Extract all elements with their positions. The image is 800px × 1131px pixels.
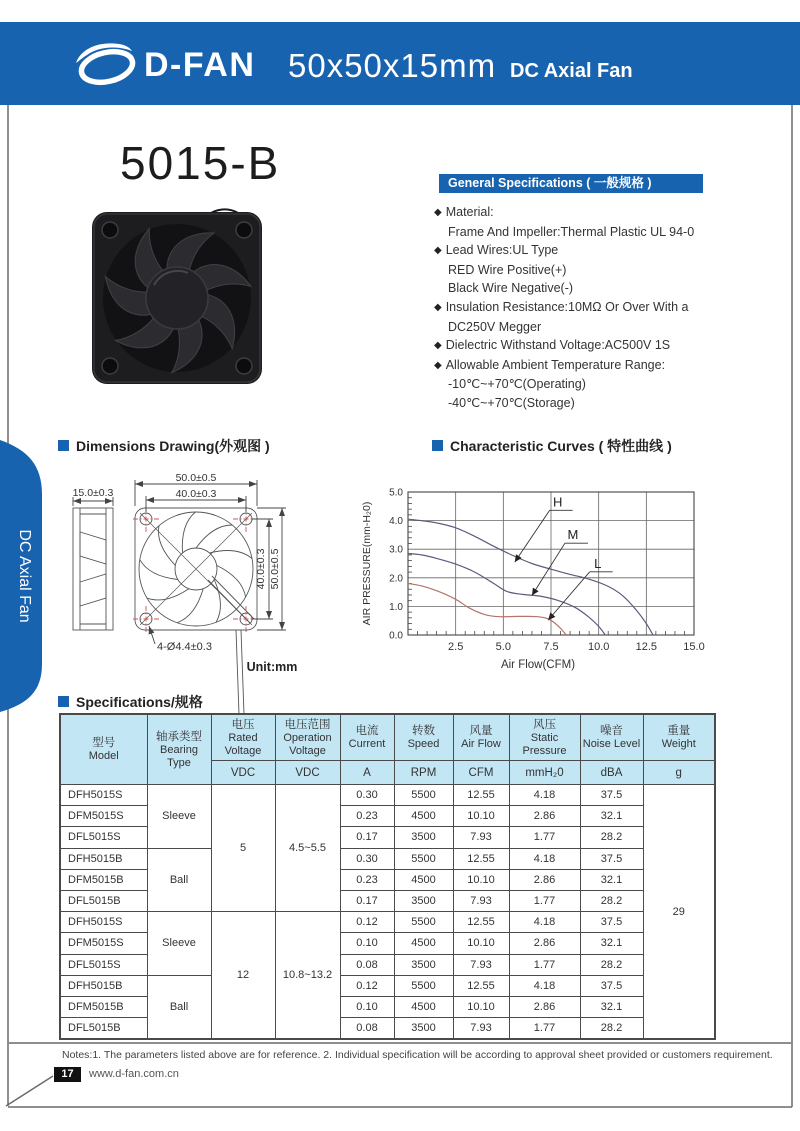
spec-cell: 12.55 xyxy=(453,975,509,996)
diamond-bullet-icon: ◆ xyxy=(434,359,442,371)
x-tick-label: 5.0 xyxy=(495,641,511,653)
side-tab xyxy=(0,438,46,716)
x-tick-label: 15.0 xyxy=(683,641,705,653)
spec-cell: 32.1 xyxy=(580,933,643,954)
col-header: 电压范围 Operation Voltage xyxy=(275,714,340,761)
spec-cell: 4.18 xyxy=(509,848,580,869)
model-cell: DFL5015S xyxy=(60,827,147,848)
spec-item: ◆ Allowable Ambient Temperature Range: xyxy=(434,357,666,372)
spec-cell: 28.2 xyxy=(580,890,643,911)
model-cell: DFM5015B xyxy=(60,869,147,890)
dfan-logo-icon xyxy=(74,41,138,87)
spec-cell: 2.86 xyxy=(509,996,580,1017)
spec-cell: 10.10 xyxy=(453,933,509,954)
col-unit: A xyxy=(340,761,394,785)
spec-cell: 0.10 xyxy=(340,996,394,1017)
curve-H xyxy=(408,519,653,635)
spec-cell: 12.55 xyxy=(453,848,509,869)
col-header: 转数 Speed xyxy=(394,714,453,761)
general-specs-title-bar: General Specifications ( 一般规格 ) xyxy=(439,174,703,193)
spec-item-continuation: Black Wire Negative(-) xyxy=(448,281,574,296)
model-title: 5015-B xyxy=(120,137,281,189)
notes-text: Notes:1. The parameters listed above are for reference. 2. Individual specification will be according to approval sheet provided or customers requirement. xyxy=(62,1049,773,1061)
col-header: 风压 Static Pressure xyxy=(509,714,580,761)
spec-cell: 4500 xyxy=(394,933,453,954)
spec-cell: 28.2 xyxy=(580,1018,643,1040)
spec-cell: 10.10 xyxy=(453,806,509,827)
spec-cell: 7.93 xyxy=(453,890,509,911)
spec-item: ◆ Material: xyxy=(434,205,494,219)
table-row xyxy=(60,848,715,869)
specifications-table xyxy=(59,713,715,1040)
spec-cell: 10.10 xyxy=(453,996,509,1017)
fan-size-title: 50x50x15mm xyxy=(288,47,497,84)
y-tick-label: 5.0 xyxy=(389,487,403,499)
spec-item-continuation: DC250V Megger xyxy=(448,319,542,334)
spec-item: ◆ Dielectric Withstand Voltage:AC500V 1S xyxy=(434,338,671,353)
col-header: 风量 Air Flow xyxy=(453,714,509,761)
spec-cell: 4500 xyxy=(394,869,453,890)
dim-outer-height: 50.0±0.5 xyxy=(269,548,281,590)
specifications-section-header: Specifications/规格 xyxy=(58,692,203,712)
x-tick-label: 2.5 xyxy=(448,641,464,653)
table-row xyxy=(60,912,715,933)
spec-cell: 12.55 xyxy=(453,912,509,933)
col-unit: g xyxy=(643,761,715,785)
rated-voltage-cell: 5 xyxy=(211,785,275,912)
dim-hole-pitch-h: 40.0±0.3 xyxy=(175,488,217,500)
table-row xyxy=(60,975,715,996)
y-axis-title: AIR PRESSURE(mm-H₂0) xyxy=(361,501,373,626)
side-tab-label: DC Axial Fan xyxy=(16,529,33,623)
spec-cell: 3500 xyxy=(394,890,453,911)
bearing-cell: Ball xyxy=(147,975,211,1039)
dim-hole-pitch-v: 40.0±0.3 xyxy=(255,548,267,590)
fan-type-title: DC Axial Fan xyxy=(510,60,633,82)
diamond-bullet-icon: ◆ xyxy=(434,340,442,352)
col-unit: CFM xyxy=(453,761,509,785)
spec-cell: 0.23 xyxy=(340,806,394,827)
footer-rule xyxy=(8,1042,792,1044)
spec-cell: 10.10 xyxy=(453,869,509,890)
spec-item-continuation: Frame And Impeller:Thermal Plastic UL 94-0 xyxy=(448,224,695,239)
curve-label-H: H xyxy=(552,494,563,510)
spec-item-continuation: -40℃~+70℃(Storage) xyxy=(448,395,575,410)
spec-cell: 12.55 xyxy=(453,785,509,806)
spec-cell: 0.23 xyxy=(340,869,394,890)
spec-cell: 1.77 xyxy=(509,890,580,911)
table-row xyxy=(60,785,715,806)
spec-cell: 7.93 xyxy=(453,827,509,848)
spec-cell: 3500 xyxy=(394,827,453,848)
spec-cell: 7.93 xyxy=(453,954,509,975)
website-link[interactable]: www.d-fan.com.cn xyxy=(89,1068,179,1080)
col-header: 型号 Model xyxy=(60,714,147,785)
col-header: 电压 Rated Voltage xyxy=(211,714,275,761)
header-band xyxy=(0,22,800,105)
spec-cell: 4.18 xyxy=(509,912,580,933)
model-cell: DFH5015B xyxy=(60,975,147,996)
spec-cell: 0.30 xyxy=(340,785,394,806)
col-header: 重量 Weight xyxy=(643,714,715,761)
col-header: 噪音 Noise Level xyxy=(580,714,643,761)
model-cell: DFM5015S xyxy=(60,933,147,954)
diamond-bullet-icon: ◆ xyxy=(434,301,442,313)
spec-cell: 0.17 xyxy=(340,827,394,848)
diamond-bullet-icon: ◆ xyxy=(434,245,442,257)
section-bullet-icon xyxy=(432,440,443,451)
curve-label-L: L xyxy=(594,555,602,571)
model-cell: DFM5015B xyxy=(60,996,147,1017)
y-tick-label: 2.0 xyxy=(389,573,403,585)
rated-voltage-cell: 12 xyxy=(211,912,275,1040)
dimensions-section-header: Dimensions Drawing(外观图 ) xyxy=(58,436,270,456)
dimensions-drawing xyxy=(60,470,310,730)
model-cell: DFM5015S xyxy=(60,806,147,827)
spec-cell: 0.12 xyxy=(340,975,394,996)
weight-cell: 29 xyxy=(643,785,715,1040)
col-unit: VDC xyxy=(275,761,340,785)
col-unit: mmH₂0 xyxy=(509,761,580,785)
spec-cell: 32.1 xyxy=(580,806,643,827)
spec-item: ◆ Lead Wires:UL Type xyxy=(434,243,559,258)
x-axis-title: Air Flow(CFM) xyxy=(500,659,576,671)
spec-cell: 0.08 xyxy=(340,1018,394,1040)
curves-section-header: Characteristic Curves ( 特性曲线 ) xyxy=(432,436,672,456)
fan-product-photo xyxy=(88,203,268,393)
spec-cell: 5500 xyxy=(394,785,453,806)
brand-name: D-FAN xyxy=(144,46,256,84)
col-unit: RPM xyxy=(394,761,453,785)
spec-cell: 28.2 xyxy=(580,954,643,975)
spec-cell: 3500 xyxy=(394,1018,453,1040)
spec-cell: 1.77 xyxy=(509,954,580,975)
general-specs-list xyxy=(434,203,774,413)
dim-holes: 4-Ø4.4±0.3 xyxy=(157,641,212,653)
y-tick-label: 3.0 xyxy=(389,544,403,556)
spec-item-continuation: -10℃~+70℃(Operating) xyxy=(448,377,586,392)
dim-unit: Unit:mm xyxy=(246,660,298,674)
bearing-cell: Ball xyxy=(147,848,211,912)
model-cell: DFH5015S xyxy=(60,912,147,933)
col-unit: VDC xyxy=(211,761,275,785)
spec-cell: 37.5 xyxy=(580,975,643,996)
operation-voltage-cell: 4.5~5.5 xyxy=(275,785,340,912)
dim-depth: 15.0±0.3 xyxy=(72,487,114,499)
spec-cell: 3500 xyxy=(394,954,453,975)
bearing-cell: Sleeve xyxy=(147,912,211,976)
spec-cell: 0.08 xyxy=(340,954,394,975)
col-header: 电流 Current xyxy=(340,714,394,761)
spec-cell: 5500 xyxy=(394,848,453,869)
fan-side-view xyxy=(73,508,113,630)
spec-cell: 1.77 xyxy=(509,827,580,848)
col-unit: dBA xyxy=(580,761,643,785)
y-tick-label: 0.0 xyxy=(389,630,403,642)
x-tick-label: 10.0 xyxy=(587,641,610,653)
spec-cell: 37.5 xyxy=(580,912,643,933)
spec-cell: 5500 xyxy=(394,912,453,933)
spec-cell: 5500 xyxy=(394,975,453,996)
spec-cell: 4500 xyxy=(394,806,453,827)
spec-cell: 0.12 xyxy=(340,912,394,933)
y-tick-label: 4.0 xyxy=(389,516,403,528)
col-header: 轴承类型 Bearing Type xyxy=(147,714,211,785)
spec-cell: 2.86 xyxy=(509,806,580,827)
spec-cell: 7.93 xyxy=(453,1018,509,1040)
model-cell: DFL5015B xyxy=(60,1018,147,1040)
spec-item: ◆ Insulation Resistance:10MΩ Or Over With a xyxy=(434,299,689,314)
spec-table xyxy=(59,713,716,1040)
spec-cell: 4.18 xyxy=(509,975,580,996)
spec-cell: 4.18 xyxy=(509,785,580,806)
spec-cell: 1.77 xyxy=(509,1018,580,1040)
spec-cell: 0.30 xyxy=(340,848,394,869)
spec-cell: 0.17 xyxy=(340,890,394,911)
x-tick-label: 7.5 xyxy=(543,641,559,653)
spec-item-continuation: RED Wire Positive(+) xyxy=(448,262,567,277)
model-cell: DFL5015S xyxy=(60,954,147,975)
spec-cell: 32.1 xyxy=(580,869,643,890)
fan-front-view xyxy=(135,508,257,722)
curve-L xyxy=(408,584,566,636)
spec-cell: 2.86 xyxy=(509,869,580,890)
model-cell: DFH5015B xyxy=(60,848,147,869)
spec-cell: 0.10 xyxy=(340,933,394,954)
section-bullet-icon xyxy=(58,440,69,451)
page-number-badge: 17 xyxy=(54,1067,81,1082)
spec-cell: 2.86 xyxy=(509,933,580,954)
model-cell: DFH5015S xyxy=(60,785,147,806)
dim-outer-width: 50.0±0.5 xyxy=(175,472,217,484)
curve-label-M: M xyxy=(567,527,579,543)
operation-voltage-cell: 10.8~13.2 xyxy=(275,912,340,1040)
characteristic-curves-chart xyxy=(358,468,794,686)
spec-cell: 37.5 xyxy=(580,785,643,806)
bearing-cell: Sleeve xyxy=(147,785,211,849)
spec-cell: 37.5 xyxy=(580,848,643,869)
diamond-bullet-icon: ◆ xyxy=(434,207,442,218)
x-tick-label: 12.5 xyxy=(635,641,658,653)
curve-M xyxy=(408,554,605,636)
y-tick-label: 1.0 xyxy=(389,601,403,613)
model-cell: DFL5015B xyxy=(60,890,147,911)
spec-cell: 4500 xyxy=(394,996,453,1017)
spec-cell: 28.2 xyxy=(580,827,643,848)
spec-cell: 32.1 xyxy=(580,996,643,1017)
